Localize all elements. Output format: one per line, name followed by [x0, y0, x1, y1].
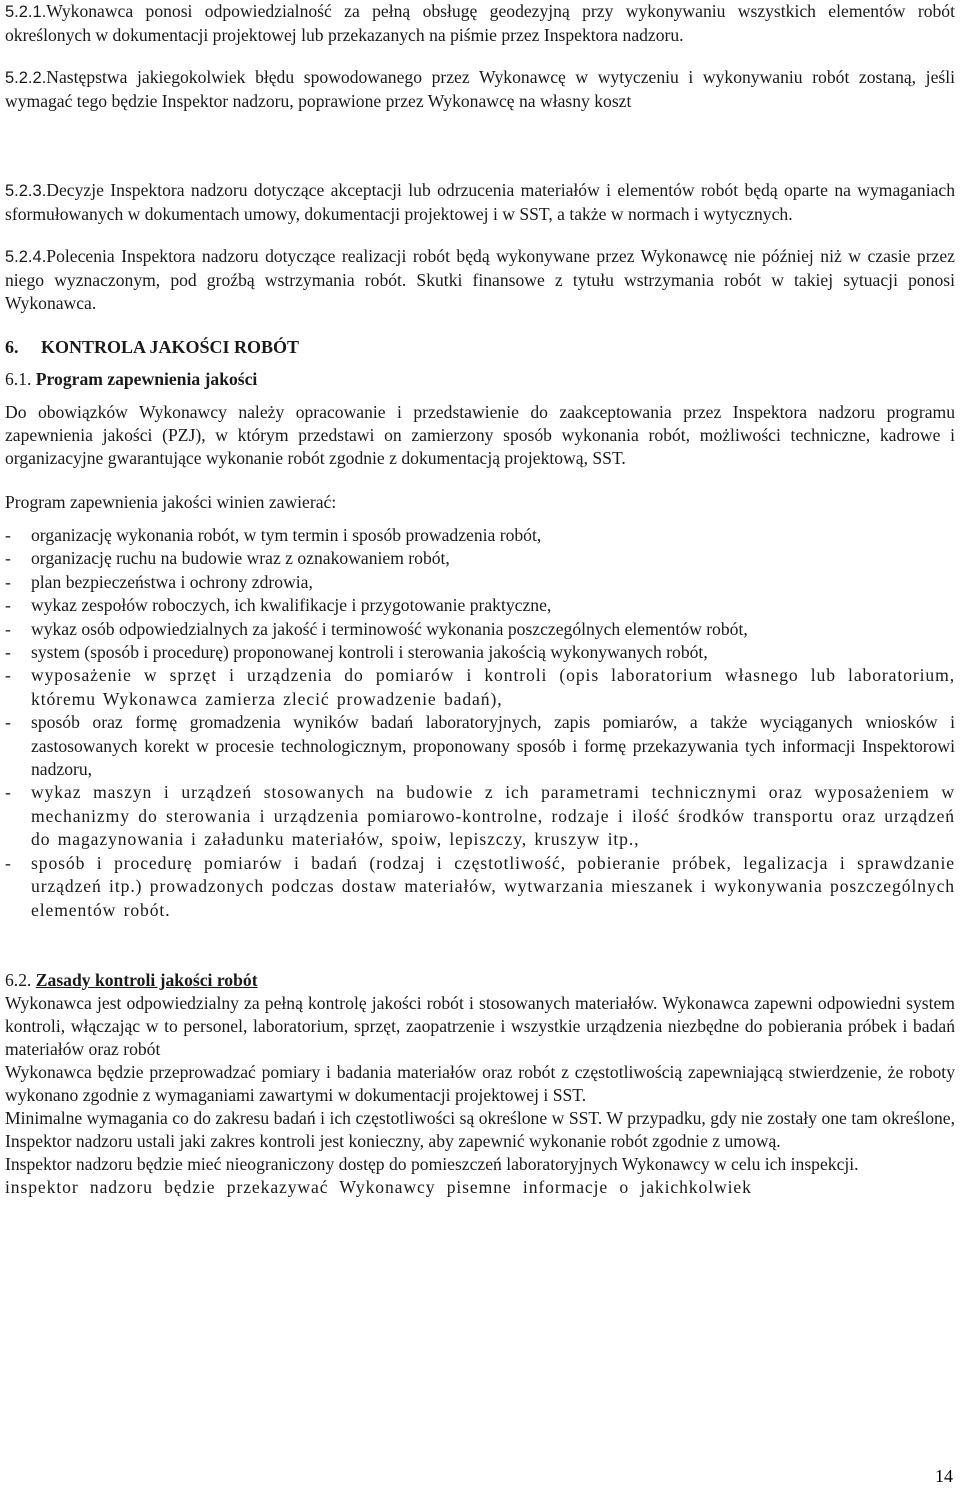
- chapter-heading: [5, 336, 955, 359]
- section-number: 5.2.4.: [5, 248, 47, 266]
- section-title: Zasady kontroli jakości robót: [35, 969, 258, 990]
- chapter-number: 6.: [5, 337, 19, 357]
- document-page: [5, 0, 955, 1199]
- paragraph-5-2-3: [5, 179, 955, 226]
- list-item: - wykaz osób odpowiedzialnych za jakość i terminowość wykonania poszczególnych elementów robót,: [5, 618, 748, 639]
- paragraph-text: Polecenia Inspektora nadzoru dotyczące realizacji robót będą wykonywane przez Wykonawcę nie później niż w czasie przez niego wyznaczonym, pod groźbą wstrzymania robót. Skutki finansowe z tytułu wstrzymania robót w takiej sytuacji ponosi Wykonawca.: [5, 246, 955, 313]
- list-item: - wykaz maszyn i urządzeń stosowanych na budowie z ich parametrami technicznymi oraz wyposażeniem w mechanizmy do sterowania i urządzenia pomiarowo-kontrolne, rodzaje i ilość środków transportu oraz urządzeń do magazynowania i załadunku materiałów, spoiw, lepiszczy, kruszyw itp.,: [5, 782, 955, 850]
- section-number: 6.1.: [5, 369, 32, 389]
- paragraph-6-2: Wykonawca jest odpowiedzialny za pełną kontrolę jakości robót i stosowanych materiałów. Wykonawca zapewni odpowiedni system kontroli, włączając w to personel, laboratorium, sprzęt, zaopatrzenie i wszystkie urządzenia niezbędne do pobierania próbek i badań materiałów oraz robót: [5, 992, 955, 1059]
- section-heading-6-1: [5, 368, 955, 391]
- section-number: 5.2.3.: [5, 182, 47, 200]
- paragraph-5-2-4: [5, 245, 955, 315]
- paragraph-text: Następstwa jakiegokolwiek błędu spowodowanego przez Wykonawcę w wytyczeniu i wykonywaniu robót zostaną, jeśli wymagać tego będzie Inspektor nadzoru, poprawione przez Wykonawcę na własny koszt: [5, 67, 955, 111]
- section-number: 5.2.2.: [5, 69, 47, 87]
- section-heading-6-2: [5, 969, 955, 992]
- paragraph-text: Decyzje Inspektora nadzoru dotyczące akceptacji lub odrzucenia materiałów i elementów robót będą oparte na wymaganiach sformułowanych w dokumentach umowy, dokumentacji projektowej i w SST, a także w normach i wytycznych.: [5, 180, 955, 224]
- list-item: - organizację ruchu na budowie wraz z oznakowaniem robót,: [5, 548, 450, 569]
- paragraph-6-2: Minimalne wymagania co do zakresu badań i ich częstotliwości są określone w SST. W przypadku, gdy nie zostały one tam określone, Inspektor nadzoru ustali jaki zakres kontroli jest konieczny, aby zapewnić wykonanie robót zgodnie z umową.: [5, 1107, 955, 1151]
- list-item: - wykaz zespołów roboczych, ich kwalifikacje i przygotowanie praktyczne,: [5, 595, 552, 616]
- paragraph-5-2-2: [5, 66, 955, 113]
- list-item: - wyposażenie w sprzęt i urządzenia do pomiarów i kontroli (opis laboratorium własnego lub laboratorium, któremu Wykonawca zamierza zlecić prowadzenie badań),: [5, 665, 955, 709]
- section-title: Program zapewnienia jakości: [35, 369, 258, 389]
- page-number: 14: [935, 1466, 953, 1486]
- paragraph-6-1-body: Do obowiązków Wykonawcy należy opracowanie i przedstawienie do zaakceptowania przez Inspektora nadzoru programu zapewnienia jakości (PZJ), w którym przedstawi on zamierzony sposób wykonania robót, możliwości techniczne, kadrowe i organizacyjne gwarantujące wykonanie robót zgodnie z dokumentacją projektową, SST.: [5, 402, 955, 468]
- section-number: 6.2.: [5, 969, 32, 990]
- paragraph-6-2: Wykonawca będzie przeprowadzać pomiary i badania materiałów oraz robót z częstotliwością zapewniającą stwierdzenie, że roboty wykonano zgodnie z wymaganiami zawartymi w dokumentacji projektowej i SST.: [5, 1061, 955, 1105]
- list-item: - organizację wykonania robót, w tym termin i sposób prowadzenia robót,: [5, 525, 542, 545]
- paragraph-6-2: Inspektor nadzoru będzie mieć nieograniczony dostęp do pomieszczeń laboratoryjnych Wykonawcy w celu ich inspekcji.: [5, 1153, 859, 1174]
- quality-program-list: [5, 524, 955, 922]
- section-number: 5.2.1.: [5, 3, 47, 21]
- list-item: - system (sposób i procedurę) proponowanej kontroli i sterowania jakością wykonywanych robót,: [5, 642, 708, 663]
- list-intro: Program zapewnienia jakości winien zawierać:: [5, 492, 337, 512]
- chapter-title: KONTROLA JAKOŚCI ROBÓT: [41, 337, 300, 357]
- paragraph-text: Wykonawca ponosi odpowiedzialność za pełną obsługę geodezyjną przy wykonywaniu wszystkich elementów robót określonych w dokumentacji projektowej lub przekazanych na piśmie przez Inspektora nadzoru.: [5, 1, 955, 45]
- list-item: - sposób i procedurę pomiarów i badań (rodzaj i częstotliwość, pobieranie próbek, legalizacja i sprawdzanie urządzeń itp.) prowadzonych podczas dostaw materiałów, wytwarzania mieszanek i wykonywania poszczególnych elementów robót.: [5, 852, 955, 920]
- paragraph-6-2: inspektor nadzoru będzie przekazywać Wykonawcy pisemne informacje o jakichkolwiek: [5, 1176, 752, 1197]
- list-item: - plan bezpieczeństwa i ochrony zdrowia,: [5, 571, 313, 592]
- list-item: - sposób oraz formę gromadzenia wyników badań laboratoryjnych, zapis pomiarów, a także wyciąganych wniosków i zastosowanych korekt w procesie technologicznym, proponowany sposób i formę przekazywania tych informacji Inspektorowi nadzoru,: [5, 712, 955, 780]
- paragraph-5-2-1: [5, 0, 955, 47]
